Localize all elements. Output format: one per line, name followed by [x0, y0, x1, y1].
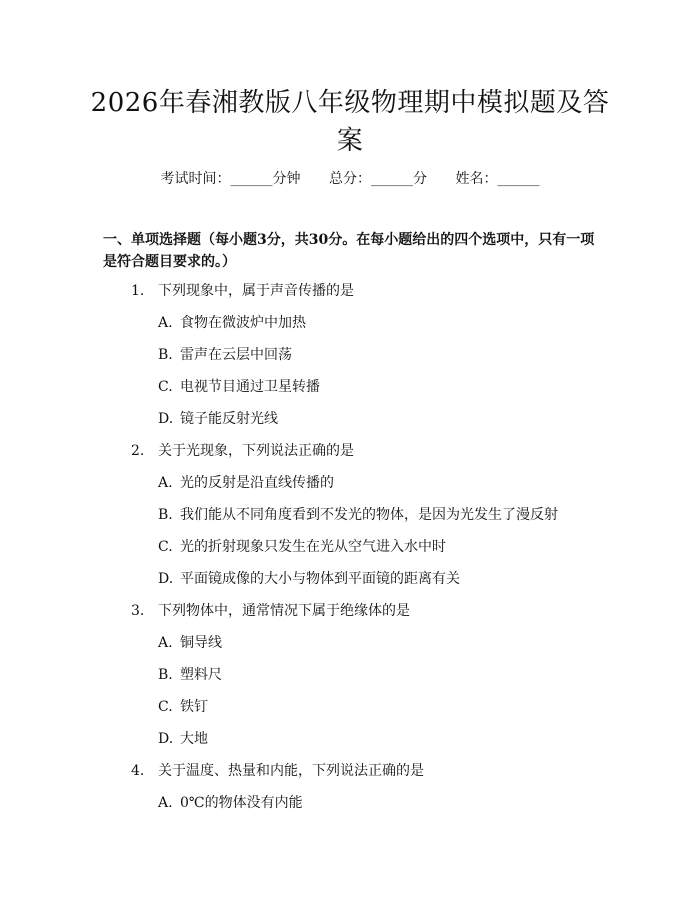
question-2 — [131, 442, 354, 460]
question-text: 关于光现象，下列说法正确的是 — [158, 443, 354, 459]
option-text: 雷声在云层中回荡 — [180, 347, 292, 363]
question-text: 下列现象中，属于声音传播的是 — [158, 283, 354, 299]
option-letter: A. — [158, 475, 173, 491]
option-letter: B. — [158, 667, 173, 683]
question-3-option-b — [158, 666, 222, 684]
option-letter: A. — [158, 635, 173, 651]
question-number: 4. — [131, 763, 145, 779]
option-letter: C. — [158, 379, 173, 395]
option-text: 光的折射现象只发生在光从空气进入水中时 — [180, 539, 446, 555]
question-1-option-c — [158, 378, 320, 396]
option-text: 食物在微波炉中加热 — [180, 315, 306, 331]
option-letter: B. — [158, 347, 173, 363]
question-number: 3. — [131, 603, 145, 619]
question-1 — [131, 282, 354, 300]
question-3-option-a — [158, 634, 222, 652]
option-text: 0℃的物体没有内能 — [180, 795, 303, 811]
question-2-option-a — [158, 474, 334, 492]
option-text: 塑料尺 — [180, 667, 222, 683]
option-letter: C. — [158, 539, 173, 555]
question-2-option-c — [158, 538, 446, 556]
question-number: 2. — [131, 443, 145, 459]
section-heading: 一、单项选择题（每小题3分，共30分。在每小题给出的四个选项中，只有一项是符合题目要求的。） — [103, 232, 595, 270]
question-text: 下列物体中，通常情况下属于绝缘体的是 — [158, 603, 410, 619]
option-text: 我们能从不同角度看到不发光的物体，是因为光发生了漫反射 — [180, 507, 558, 523]
option-letter: B. — [158, 507, 173, 523]
name-field: 姓名：______ — [455, 171, 540, 187]
option-letter: C. — [158, 699, 173, 715]
page-title: 2026年春湘教版八年级物理期中模拟题及答案 — [90, 88, 610, 156]
question-2-option-b — [158, 506, 558, 524]
option-text: 铜导线 — [180, 635, 222, 651]
exam-info-line — [0, 170, 700, 188]
total-score-field: 总分：______分 — [329, 171, 427, 187]
question-2-option-d — [158, 570, 460, 588]
exam-time-field: 考试时间：______分钟 — [160, 171, 301, 187]
option-text: 光的反射是沿直线传播的 — [180, 475, 334, 491]
option-letter: A. — [158, 795, 173, 811]
option-text: 镜子能反射光线 — [180, 411, 278, 427]
option-letter: D. — [158, 731, 174, 747]
question-4 — [131, 762, 424, 780]
question-1-option-d — [158, 410, 278, 428]
question-3 — [131, 602, 410, 620]
option-letter: D. — [158, 571, 174, 587]
option-text: 大地 — [180, 731, 208, 747]
question-3-option-d — [158, 730, 208, 748]
question-number: 1. — [131, 283, 145, 299]
option-text: 电视节目通过卫星转播 — [180, 379, 320, 395]
option-text: 铁钉 — [180, 699, 208, 715]
question-1-option-b — [158, 346, 292, 364]
option-letter: A. — [158, 315, 173, 331]
question-3-option-c — [158, 698, 208, 716]
question-text: 关于温度、热量和内能，下列说法正确的是 — [158, 763, 424, 779]
question-4-option-a — [158, 794, 303, 812]
option-text: 平面镜成像的大小与物体到平面镜的距离有关 — [180, 571, 460, 587]
option-letter: D. — [158, 411, 174, 427]
question-1-option-a — [158, 314, 306, 332]
